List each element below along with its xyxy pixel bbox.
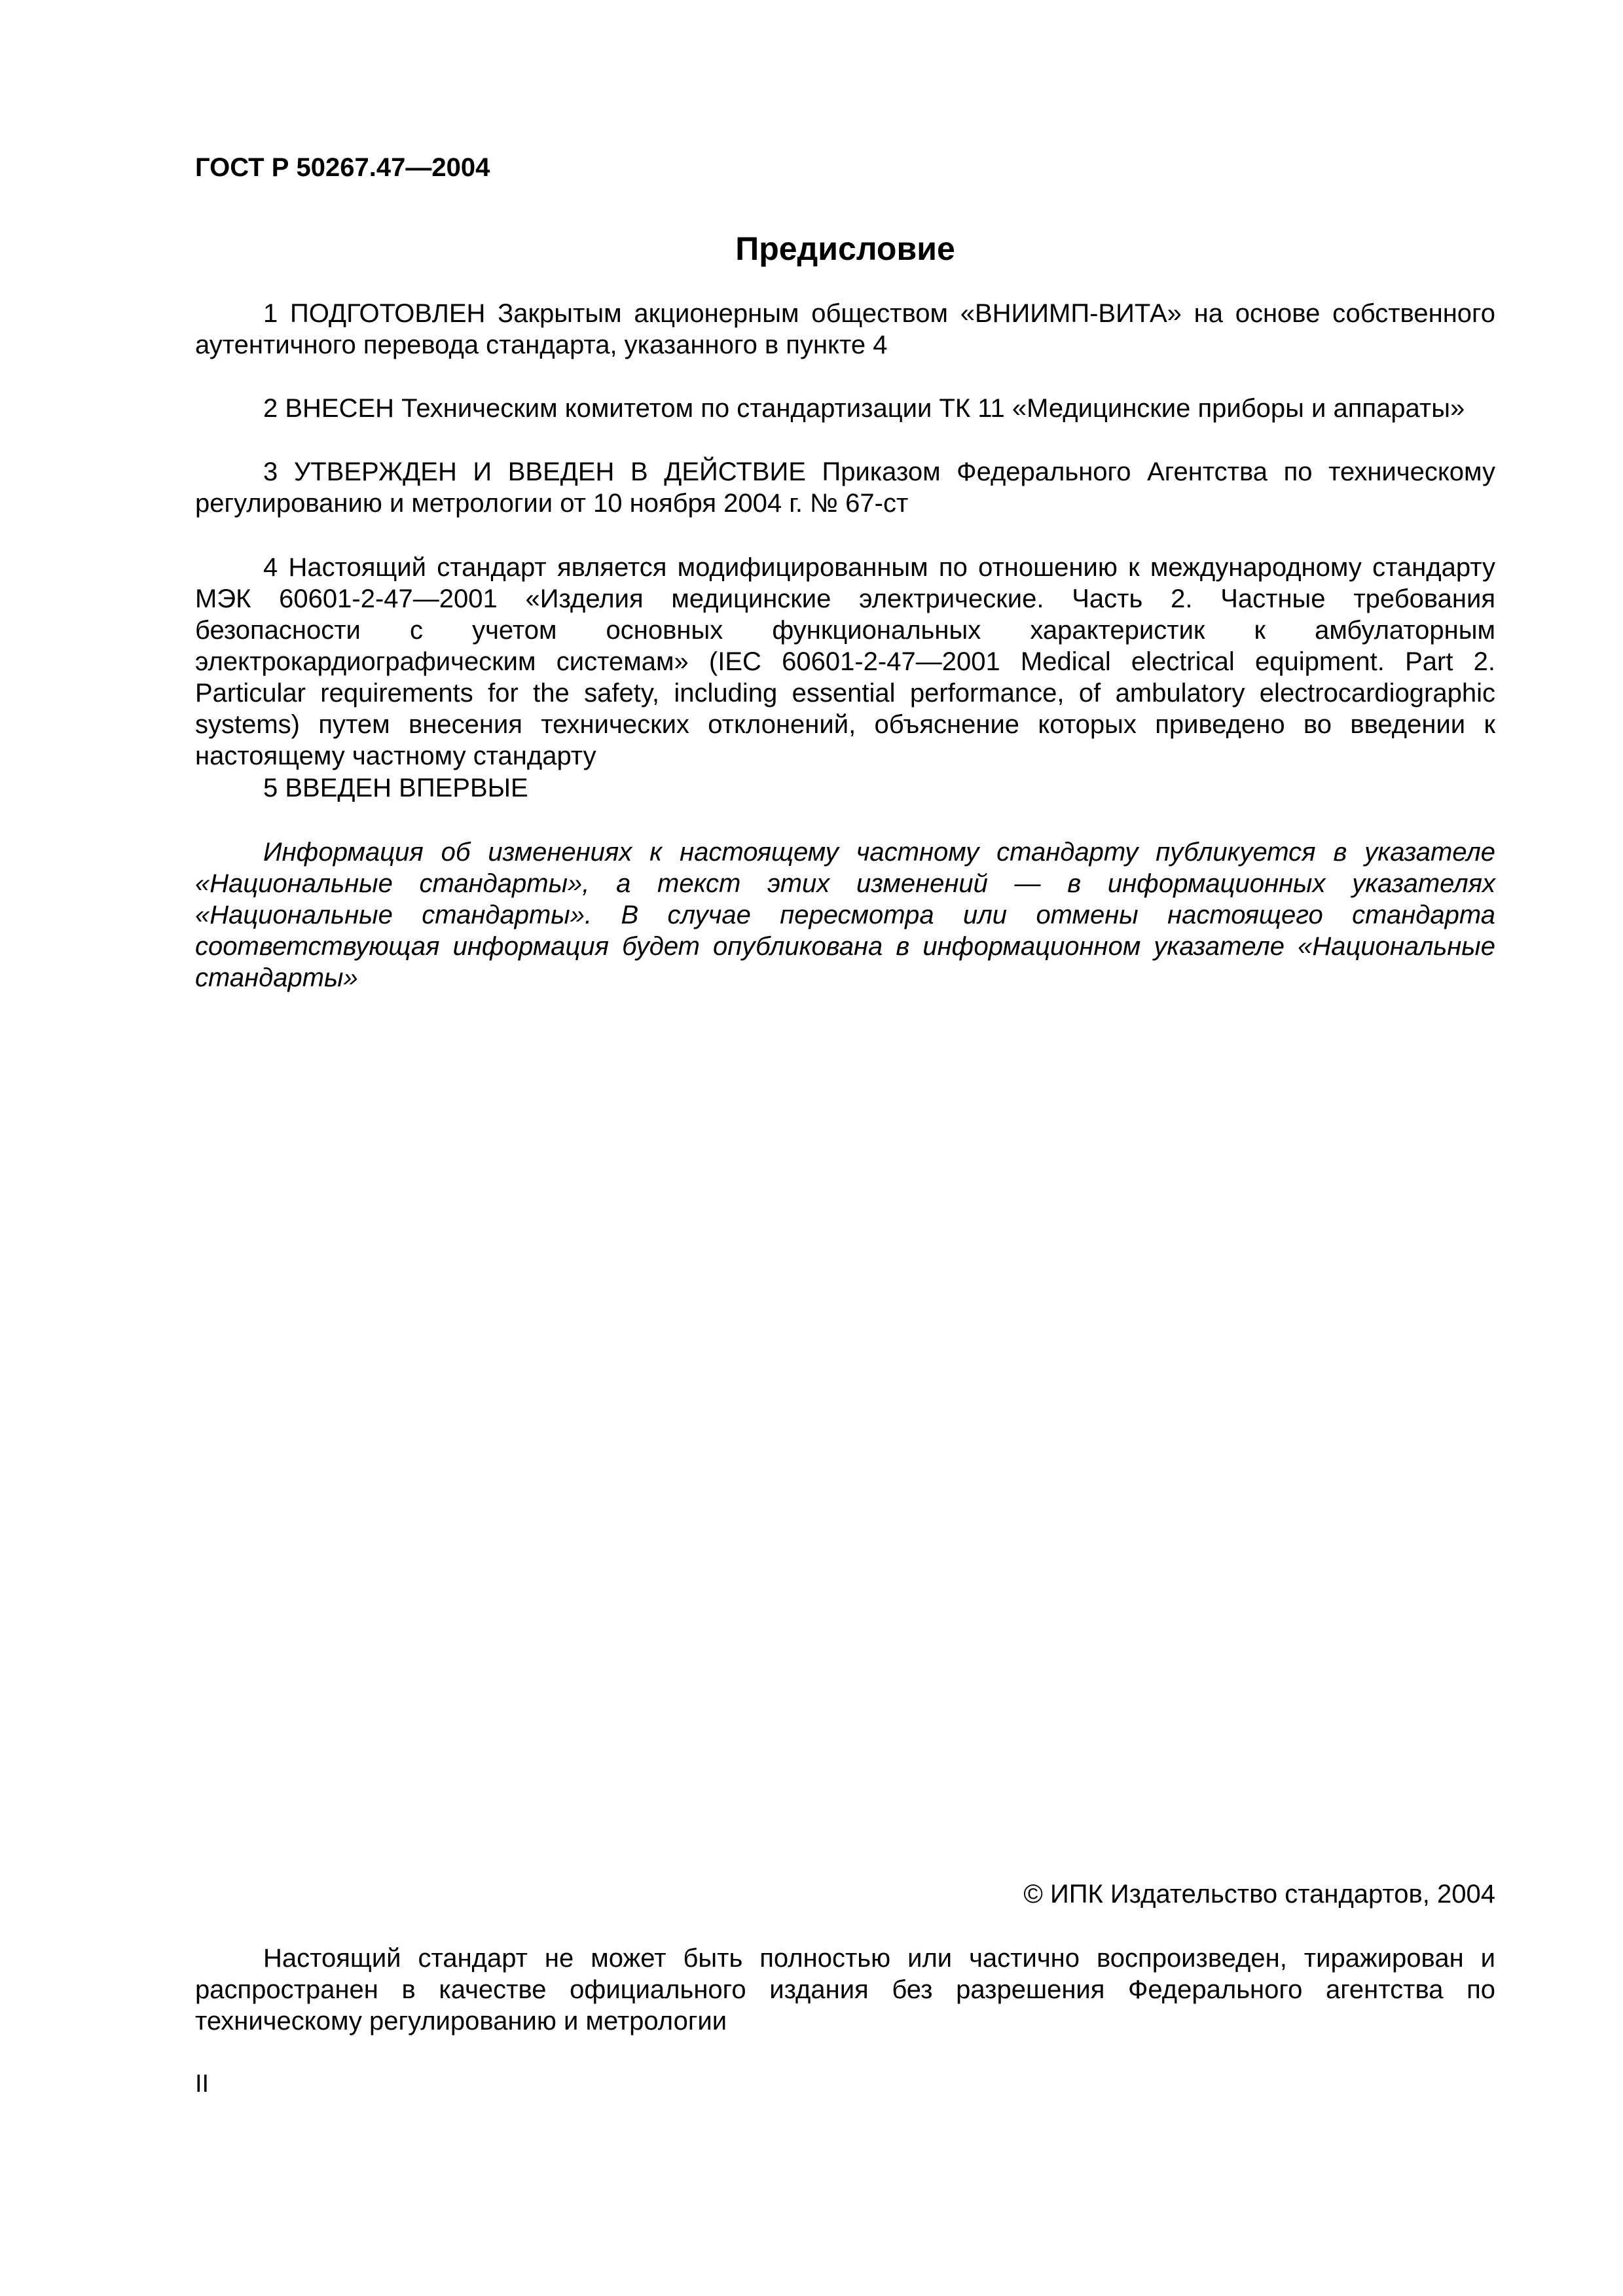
page-number: II xyxy=(195,2070,210,2098)
paragraph-1: 1 ПОДГОТОВЛЕН Закрытым акционерным обществом «ВНИИМП-ВИТА» на основе собственного аутентичного перевода стандарта, указанного в пункте 4 xyxy=(195,299,1495,359)
section-title: Предисловие xyxy=(735,230,955,267)
paragraph-5: 5 ВВЕДЕН ВПЕРВЫЕ xyxy=(263,774,528,802)
reproduction-notice: Настоящий стандарт не может быть полностью или частично воспроизведен, тиражирован и распространен в качестве официального издания без разрешения Федерального агентства по техническому регулированию и метрологии xyxy=(195,1944,1495,2036)
paragraph-4: 4 Настоящий стандарт является модифицированным по отношению к международному стандарту МЭК 60601-2-47—2001 «Изделия медицинские электрические. Часть 2. Частные требования безопасности с учетом основных функциональных характеристик к амбулаторным электрокардиографическим системам» (IEC 60601-2-47—2001 Medical electrical equipment. Part 2. Particular requirements for the safety, including essential performance, of ambulatory electrocardiographic systems) путем внесения технических отклонений, объяснение которых приведено во введении к настоящему частному стандарту xyxy=(195,553,1495,770)
info-note: Информация об изменениях к настоящему частному стандарту публикуется в указателе «Национальные стандарты», а текст этих изменений — в информационных указателях «Национальные стандарты». В случае пересмотра или отмены настоящего стандарта соответствующая информация будет опубликована в информационном указателе «Национальные стандарты» xyxy=(195,838,1495,992)
paragraph-3: 3 УТВЕРЖДЕН И ВВЕДЕН В ДЕЙСТВИЕ Приказом Федерального Агентства по техническому регулированию и метрологии от 10 ноября 2004 г. № 67-ст xyxy=(195,457,1495,518)
copyright-line: © ИПК Издательство стандартов, 2004 xyxy=(1023,1880,1495,1909)
document-code: ГОСТ Р 50267.47—2004 xyxy=(195,153,490,182)
paragraph-2: 2 ВНЕСЕН Техническим комитетом по стандартизации ТК 11 «Медицинские приборы и аппараты» xyxy=(263,394,1465,423)
